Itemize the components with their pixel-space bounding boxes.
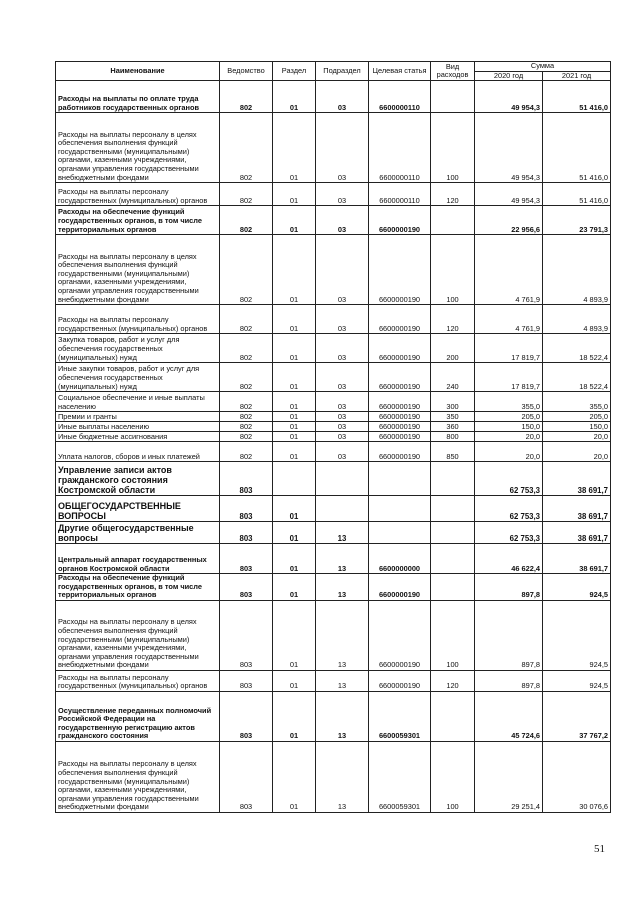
header-razdel: Раздел	[273, 62, 316, 81]
row-vedomstvo: 802	[220, 412, 273, 422]
row-sum-2021: 20,0	[543, 442, 611, 462]
row-sum-2021: 924,5	[543, 600, 611, 670]
table-row	[56, 741, 611, 812]
row-razdel: 01	[273, 600, 316, 670]
row-sum-2021: 23 791,3	[543, 206, 611, 235]
row-name: Центральный аппарат государственных органов Костромской области	[56, 544, 220, 574]
row-name: Закупка товаров, работ и услуг для обеспечения государственных (муниципальных) нужд	[56, 334, 220, 363]
row-sum-2020: 897,8	[475, 670, 543, 691]
row-sum-2020: 20,0	[475, 432, 543, 442]
row-target-article: 6600000190	[369, 334, 431, 363]
row-sum-2020: 29 251,4	[475, 741, 543, 812]
row-expense-type	[431, 522, 475, 544]
table-row	[56, 691, 611, 741]
row-sum-2020: 897,8	[475, 574, 543, 601]
row-name: Иные выплаты населению	[56, 422, 220, 432]
row-podrazdel: 03	[316, 183, 369, 206]
row-sum-2021: 38 691,7	[543, 462, 611, 496]
row-podrazdel: 03	[316, 363, 369, 392]
table-row	[56, 235, 611, 305]
table-row	[56, 522, 611, 544]
row-vedomstvo: 803	[220, 741, 273, 812]
row-sum-2021: 38 691,7	[543, 522, 611, 544]
row-podrazdel: 13	[316, 544, 369, 574]
row-name: Осуществление переданных полномочий Российской Федерации на государственную регистрацию актов гражданского состояния	[56, 691, 220, 741]
row-expense-type	[431, 574, 475, 601]
row-podrazdel: 13	[316, 574, 369, 601]
row-razdel: 01	[273, 113, 316, 183]
row-sum-2020: 20,0	[475, 442, 543, 462]
row-vedomstvo: 802	[220, 113, 273, 183]
row-sum-2021: 355,0	[543, 392, 611, 412]
row-vedomstvo: 802	[220, 81, 273, 113]
row-sum-2020: 62 753,3	[475, 462, 543, 496]
budget-table	[55, 61, 611, 813]
row-vedomstvo: 802	[220, 363, 273, 392]
row-expense-type: 100	[431, 113, 475, 183]
row-target-article: 6600000110	[369, 183, 431, 206]
row-target-article: 6600000190	[369, 442, 431, 462]
row-target-article	[369, 496, 431, 522]
header-name: Наименование	[56, 62, 220, 81]
row-sum-2021: 30 076,6	[543, 741, 611, 812]
row-sum-2021: 18 522,4	[543, 363, 611, 392]
row-sum-2020: 355,0	[475, 392, 543, 412]
row-vedomstvo: 802	[220, 305, 273, 334]
row-razdel	[273, 462, 316, 496]
row-razdel: 01	[273, 574, 316, 601]
row-name: Иные закупки товаров, работ и услуг для обеспечения государственных (муниципальных) нужд	[56, 363, 220, 392]
row-name: Расходы на выплаты персоналу государственных (муниципальных) органов	[56, 670, 220, 691]
row-sum-2020: 49 954,3	[475, 81, 543, 113]
row-podrazdel: 03	[316, 206, 369, 235]
row-razdel: 01	[273, 544, 316, 574]
row-razdel: 01	[273, 235, 316, 305]
row-razdel: 01	[273, 422, 316, 432]
row-target-article	[369, 522, 431, 544]
row-name: Расходы на выплаты персоналу в целях обеспечения выполнения функций государственными (муниципальными) органами, казенными учреждениями, органами управления государственными внебюджетными фондами	[56, 113, 220, 183]
table-row	[56, 544, 611, 574]
row-target-article: 6600000190	[369, 206, 431, 235]
row-sum-2020: 62 753,3	[475, 496, 543, 522]
row-vedomstvo: 802	[220, 235, 273, 305]
row-expense-type: 120	[431, 183, 475, 206]
row-expense-type: 100	[431, 235, 475, 305]
header-expense-type: Вид расходов	[431, 62, 475, 81]
row-expense-type: 100	[431, 741, 475, 812]
row-expense-type: 800	[431, 432, 475, 442]
row-target-article	[369, 462, 431, 496]
row-podrazdel	[316, 496, 369, 522]
row-name: Иные бюджетные ассигнования	[56, 432, 220, 442]
row-target-article: 6600000190	[369, 412, 431, 422]
row-razdel: 01	[273, 741, 316, 812]
row-name: Управление записи актов гражданского состояния Костромской области	[56, 462, 220, 496]
row-sum-2021: 37 767,2	[543, 691, 611, 741]
row-expense-type: 120	[431, 670, 475, 691]
row-sum-2020: 897,8	[475, 600, 543, 670]
header-vedomstvo: Ведомство	[220, 62, 273, 81]
table-row	[56, 113, 611, 183]
row-expense-type: 240	[431, 363, 475, 392]
row-name: Социальное обеспечение и иные выплаты населению	[56, 392, 220, 412]
row-podrazdel: 03	[316, 422, 369, 432]
table-row	[56, 206, 611, 235]
row-target-article: 6600000190	[369, 432, 431, 442]
row-sum-2021: 38 691,7	[543, 496, 611, 522]
row-sum-2021: 51 416,0	[543, 183, 611, 206]
row-name: Другие общегосударственные вопросы	[56, 522, 220, 544]
row-razdel: 01	[273, 496, 316, 522]
row-podrazdel: 03	[316, 442, 369, 462]
row-expense-type	[431, 462, 475, 496]
row-razdel: 01	[273, 206, 316, 235]
row-podrazdel: 03	[316, 113, 369, 183]
row-podrazdel: 03	[316, 334, 369, 363]
row-expense-type: 360	[431, 422, 475, 432]
row-vedomstvo: 802	[220, 432, 273, 442]
row-sum-2021: 924,5	[543, 574, 611, 601]
header-year-2021: 2021 год	[543, 71, 611, 81]
row-target-article: 6600000190	[369, 600, 431, 670]
row-podrazdel: 03	[316, 432, 369, 442]
row-expense-type	[431, 81, 475, 113]
row-sum-2021: 150,0	[543, 422, 611, 432]
row-target-article: 6600000110	[369, 81, 431, 113]
row-podrazdel: 13	[316, 691, 369, 741]
row-podrazdel: 03	[316, 412, 369, 422]
row-podrazdel: 03	[316, 392, 369, 412]
row-razdel: 01	[273, 363, 316, 392]
table-row	[56, 432, 611, 442]
row-name: Расходы на обеспечение функций государственных органов, в том числе территориальных органов	[56, 206, 220, 235]
row-expense-type	[431, 206, 475, 235]
row-vedomstvo: 802	[220, 334, 273, 363]
row-podrazdel: 13	[316, 600, 369, 670]
row-name: Расходы на обеспечение функций государственных органов, в том числе территориальных органов	[56, 574, 220, 601]
row-vedomstvo: 803	[220, 574, 273, 601]
row-expense-type: 100	[431, 600, 475, 670]
row-sum-2020: 4 761,9	[475, 235, 543, 305]
row-sum-2021: 205,0	[543, 412, 611, 422]
row-target-article: 6600000110	[369, 113, 431, 183]
table-row	[56, 442, 611, 462]
row-sum-2020: 17 819,7	[475, 363, 543, 392]
table-row	[56, 81, 611, 113]
table-row	[56, 363, 611, 392]
row-sum-2020: 45 724,6	[475, 691, 543, 741]
row-vedomstvo: 803	[220, 496, 273, 522]
table-row	[56, 412, 611, 422]
row-vedomstvo: 803	[220, 600, 273, 670]
row-vedomstvo: 803	[220, 670, 273, 691]
row-name: Уплата налогов, сборов и иных платежей	[56, 442, 220, 462]
row-expense-type	[431, 691, 475, 741]
header-podrazdel: Подраздел	[316, 62, 369, 81]
row-podrazdel: 13	[316, 522, 369, 544]
row-podrazdel: 13	[316, 741, 369, 812]
row-name: Расходы на выплаты персоналу государственных (муниципальных) органов	[56, 183, 220, 206]
row-name: Расходы на выплаты персоналу государственных (муниципальных) органов	[56, 305, 220, 334]
row-razdel: 01	[273, 81, 316, 113]
row-expense-type: 300	[431, 392, 475, 412]
row-podrazdel: 13	[316, 670, 369, 691]
row-vedomstvo: 802	[220, 183, 273, 206]
table-row	[56, 183, 611, 206]
row-expense-type: 120	[431, 305, 475, 334]
row-expense-type: 200	[431, 334, 475, 363]
row-sum-2020: 4 761,9	[475, 305, 543, 334]
row-sum-2021: 51 416,0	[543, 81, 611, 113]
row-razdel: 01	[273, 691, 316, 741]
row-razdel: 01	[273, 442, 316, 462]
row-podrazdel: 03	[316, 81, 369, 113]
row-podrazdel: 03	[316, 305, 369, 334]
row-sum-2021: 4 893,9	[543, 235, 611, 305]
row-name: Премии и гранты	[56, 412, 220, 422]
table-row	[56, 670, 611, 691]
table-row	[56, 600, 611, 670]
table-row	[56, 574, 611, 601]
row-razdel: 01	[273, 183, 316, 206]
row-sum-2020: 150,0	[475, 422, 543, 432]
row-vedomstvo: 802	[220, 206, 273, 235]
table-row	[56, 305, 611, 334]
row-name: Расходы на выплаты по оплате труда работников государственных органов	[56, 81, 220, 113]
row-name: ОБЩЕГОСУДАРСТВЕННЫЕ ВОПРОСЫ	[56, 496, 220, 522]
row-razdel: 01	[273, 334, 316, 363]
row-vedomstvo: 802	[220, 422, 273, 432]
row-sum-2020: 49 954,3	[475, 183, 543, 206]
row-razdel: 01	[273, 412, 316, 422]
row-sum-2020: 22 956,6	[475, 206, 543, 235]
row-sum-2021: 20,0	[543, 432, 611, 442]
row-vedomstvo: 803	[220, 544, 273, 574]
row-target-article: 6600000190	[369, 422, 431, 432]
page-number: 51	[594, 843, 605, 855]
row-vedomstvo: 803	[220, 691, 273, 741]
row-razdel: 01	[273, 522, 316, 544]
row-sum-2021: 51 416,0	[543, 113, 611, 183]
row-target-article: 6600000190	[369, 574, 431, 601]
row-name: Расходы на выплаты персоналу в целях обеспечения выполнения функций государственными (муниципальными) органами, казенными учреждениями, органами управления государственными внебюджетными фондами	[56, 600, 220, 670]
row-vedomstvo: 802	[220, 442, 273, 462]
table-row	[56, 422, 611, 432]
row-sum-2020: 62 753,3	[475, 522, 543, 544]
row-name: Расходы на выплаты персоналу в целях обеспечения выполнения функций государственными (муниципальными) органами, казенными учреждениями, органами управления государственными внебюджетными фондами	[56, 235, 220, 305]
row-razdel: 01	[273, 305, 316, 334]
row-name: Расходы на выплаты персоналу в целях обеспечения выполнения функций государственными (муниципальными) органами, казенными учреждениями, органами управления государственными внебюджетными фондами	[56, 741, 220, 812]
row-sum-2021: 18 522,4	[543, 334, 611, 363]
row-vedomstvo: 802	[220, 392, 273, 412]
row-target-article: 6600059301	[369, 691, 431, 741]
row-target-article: 6600000190	[369, 392, 431, 412]
row-razdel: 01	[273, 432, 316, 442]
header-target-article: Целевая статья	[369, 62, 431, 81]
header-year-2020: 2020 год	[475, 71, 543, 81]
row-target-article: 6600000190	[369, 363, 431, 392]
row-sum-2020: 49 954,3	[475, 113, 543, 183]
row-target-article: 6600000190	[369, 305, 431, 334]
row-sum-2021: 924,5	[543, 670, 611, 691]
header-sum: Сумма	[475, 62, 611, 72]
row-target-article: 6600000000	[369, 544, 431, 574]
row-expense-type: 350	[431, 412, 475, 422]
table-row	[56, 392, 611, 412]
row-expense-type: 850	[431, 442, 475, 462]
row-sum-2020: 46 622,4	[475, 544, 543, 574]
row-vedomstvo: 803	[220, 522, 273, 544]
row-razdel: 01	[273, 392, 316, 412]
table-row	[56, 334, 611, 363]
table-row	[56, 496, 611, 522]
row-sum-2021: 38 691,7	[543, 544, 611, 574]
row-podrazdel	[316, 462, 369, 496]
row-expense-type	[431, 544, 475, 574]
row-target-article: 6600000190	[369, 235, 431, 305]
row-target-article: 6600059301	[369, 741, 431, 812]
row-podrazdel: 03	[316, 235, 369, 305]
row-sum-2021: 4 893,9	[543, 305, 611, 334]
table-row	[56, 462, 611, 496]
row-target-article: 6600000190	[369, 670, 431, 691]
row-razdel: 01	[273, 670, 316, 691]
row-sum-2020: 17 819,7	[475, 334, 543, 363]
row-sum-2020: 205,0	[475, 412, 543, 422]
row-expense-type	[431, 496, 475, 522]
row-vedomstvo: 803	[220, 462, 273, 496]
